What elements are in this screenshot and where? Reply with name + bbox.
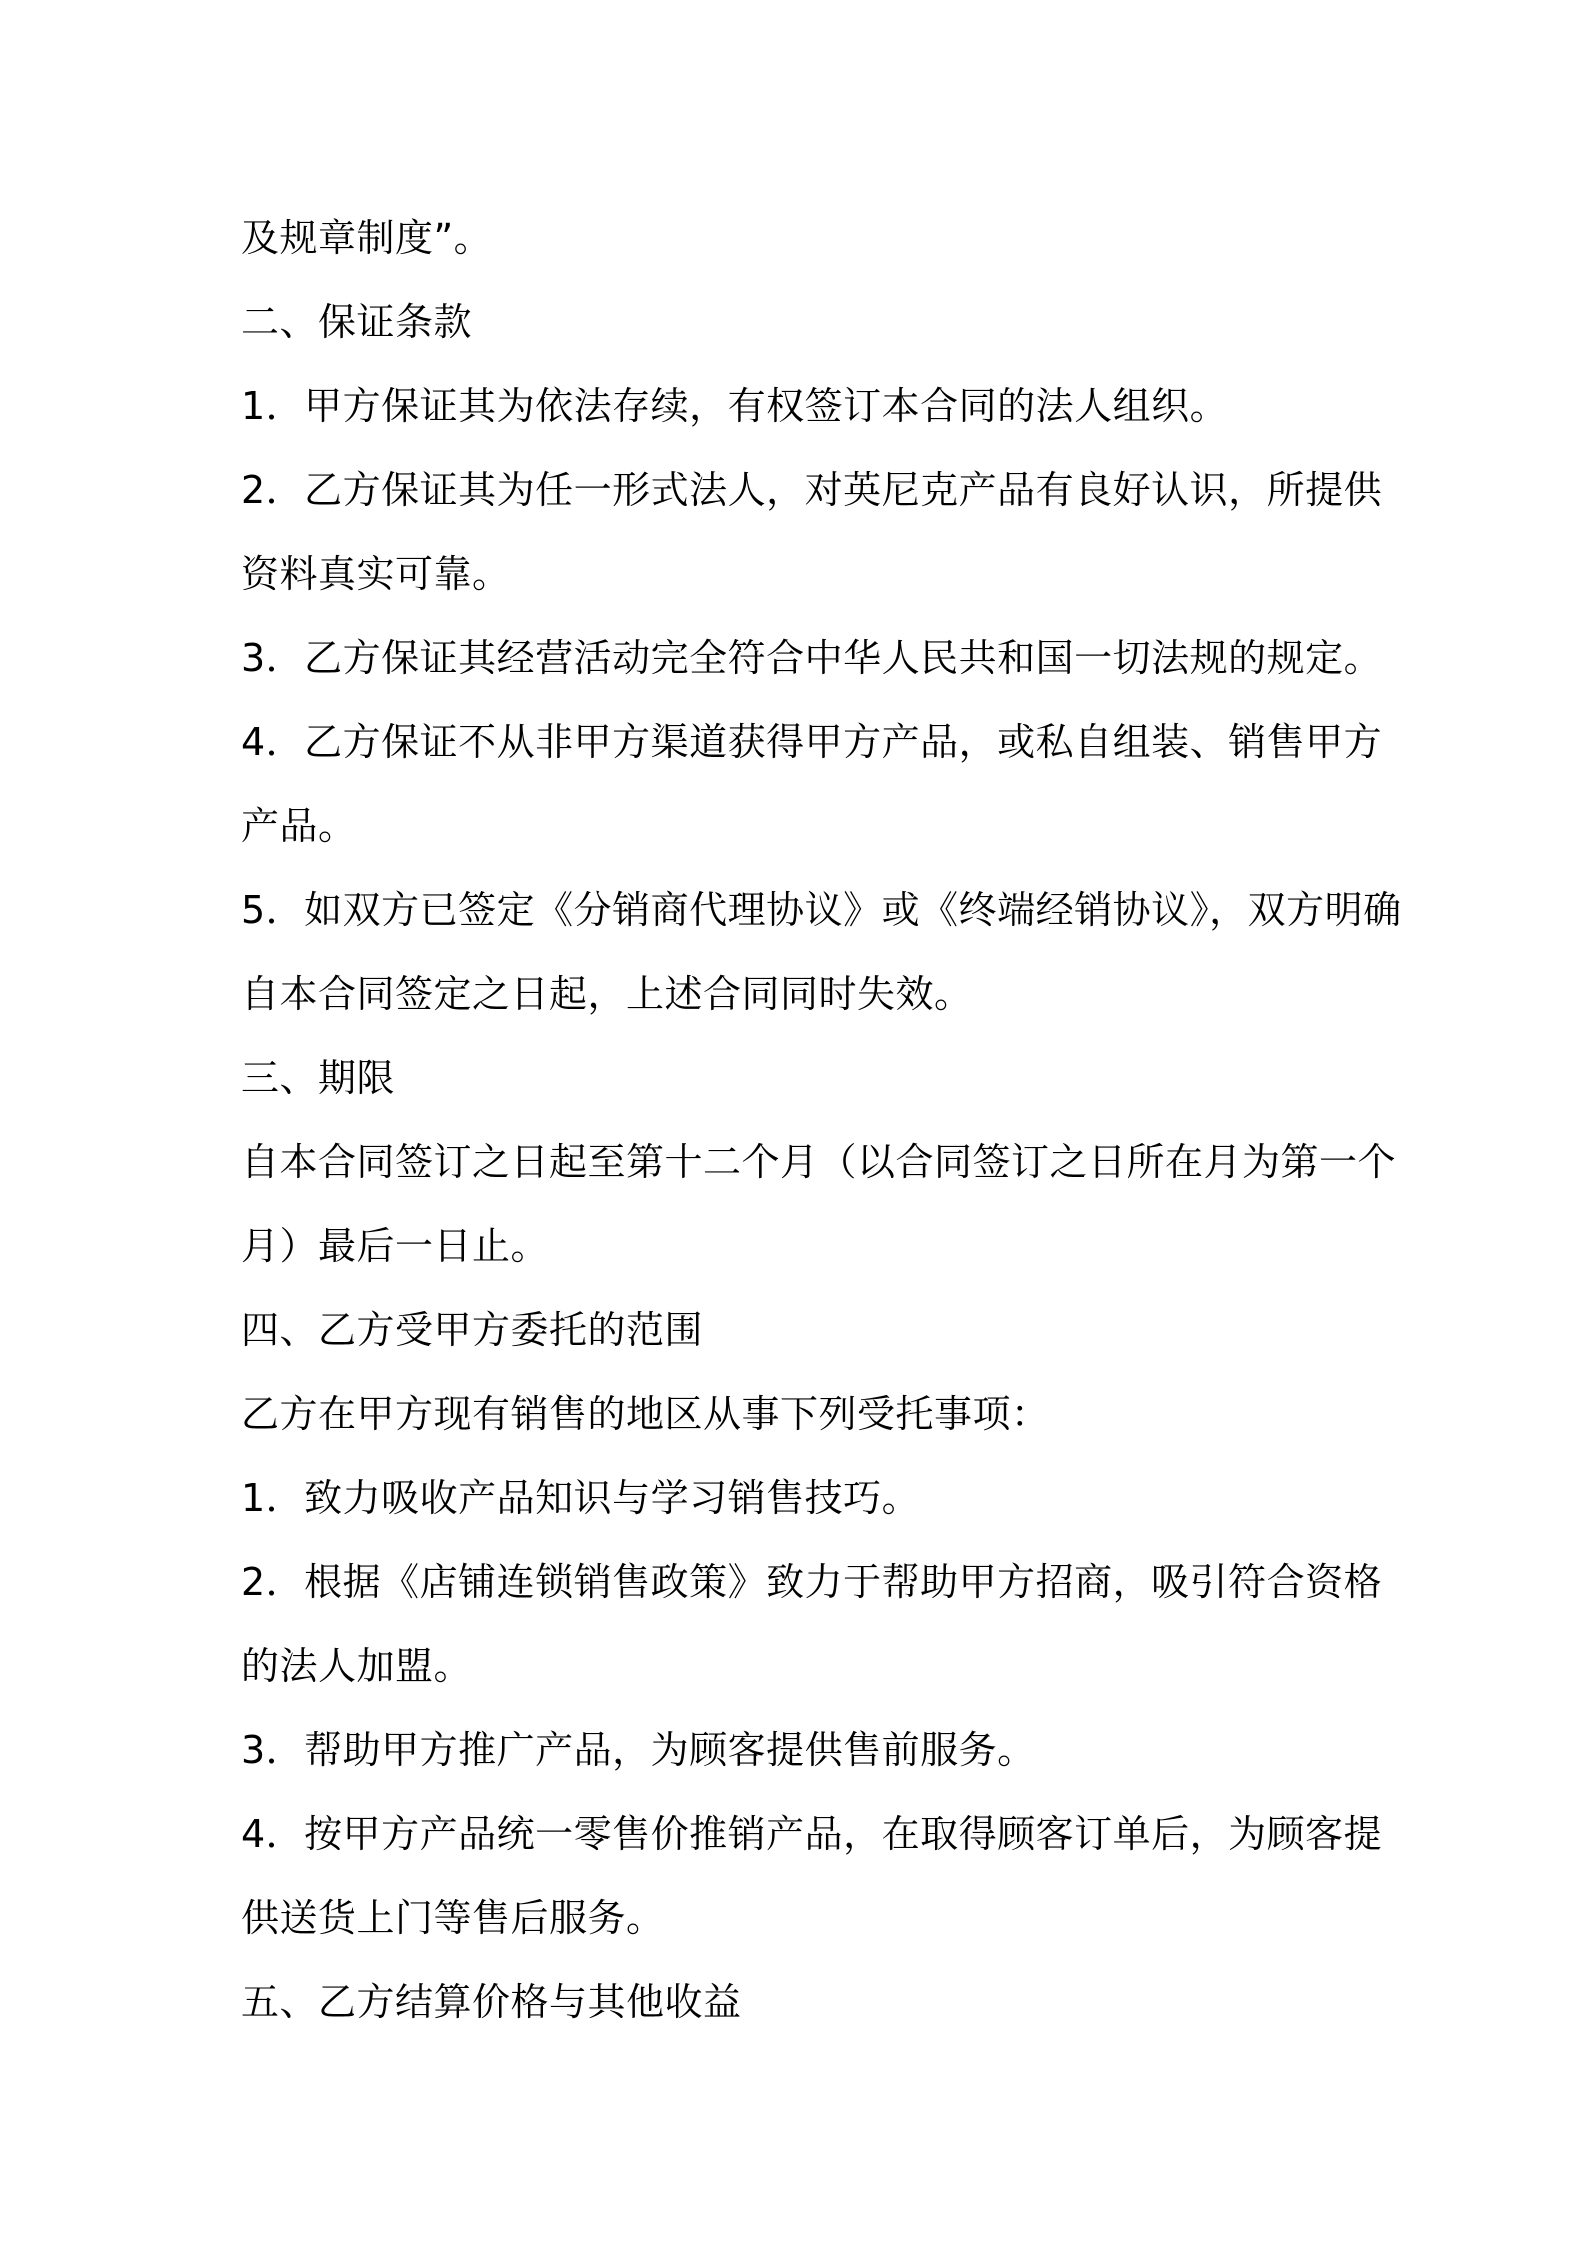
text-line: 乙方在甲方现有销售的地区从事下列受托事项： xyxy=(241,1392,1050,1436)
text-line: 4．乙方保证不从非甲方渠道获得甲方产品，或私自组装、销售甲方 xyxy=(241,720,1383,764)
text-line: 5．如双方已签定《分销商代理协议》或《终端经销协议》，双方明确 xyxy=(241,888,1402,932)
text-line: 自本合同签订之日起至第十二个月（以合同签订之日所在月为第一个 xyxy=(241,1140,1397,1184)
text-line: 1．甲方保证其为依法存续，有权签订本合同的法人组织。 xyxy=(241,384,1229,428)
text-line: 3．帮助甲方推广产品，为顾客提供售前服务。 xyxy=(241,1728,1036,1772)
text-line: 4．按甲方产品统一零售价推销产品，在取得顾客订单后，为顾客提 xyxy=(241,1812,1383,1856)
text-line: 2．乙方保证其为任一形式法人，对英尼克产品有良好认识，所提供 xyxy=(241,468,1383,512)
text-line: 自本合同签定之日起，上述合同同时失效。 xyxy=(241,972,973,1016)
text-line: 及规章制度”。 xyxy=(241,216,493,260)
text-line: 1．致力吸收产品知识与学习销售技巧。 xyxy=(241,1476,921,1520)
text-line: 产品。 xyxy=(241,804,357,848)
document-body xyxy=(241,196,1402,2044)
section-heading: 四、乙方受甲方委托的范围 xyxy=(241,1308,704,1352)
text-line: 供送货上门等售后服务。 xyxy=(241,1896,665,1940)
text-line: 的法人加盟。 xyxy=(241,1644,473,1688)
section-heading: 二、保证条款 xyxy=(241,300,473,344)
text-line: 资料真实可靠。 xyxy=(241,552,511,596)
section-heading: 五、乙方结算价格与其他收益 xyxy=(241,1980,742,2024)
section-heading: 三、期限 xyxy=(241,1056,396,1100)
text-line: 3．乙方保证其经营活动完全符合中华人民共和国一切法规的规定。 xyxy=(241,636,1383,680)
text-line: 月）最后一日止。 xyxy=(241,1224,550,1268)
text-line: 2．根据《店铺连锁销售政策》致力于帮助甲方招商，吸引符合资格 xyxy=(241,1560,1383,1604)
